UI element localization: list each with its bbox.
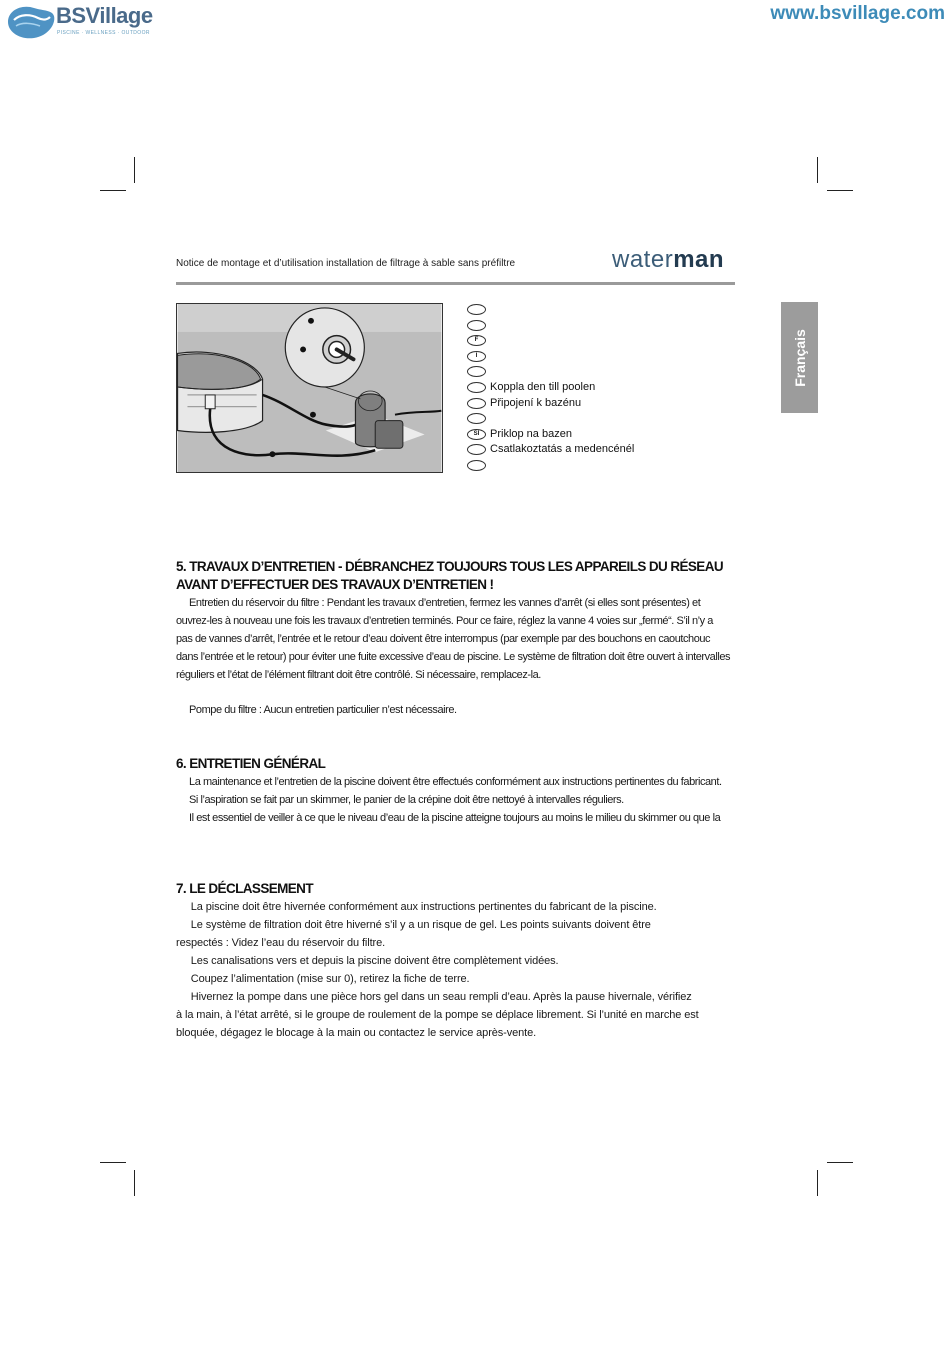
country-badge: [467, 304, 486, 315]
section-7-paragraph-line: Hivernez la pompe dans une pièce hors gel dans un seau rempli d’eau. Après la pause hivernale, vérifiez: [176, 991, 692, 1003]
waterman-brand-logo: [612, 246, 724, 274]
section-7-title: 7. LE DÉCLASSEMENT: [176, 881, 313, 896]
legend-row: [467, 302, 727, 318]
legend-row: [467, 349, 727, 365]
site-url-link[interactable]: www.bsvillage.com: [770, 3, 945, 24]
country-badge: F: [467, 335, 486, 346]
country-badge: [467, 320, 486, 331]
pool-connection-illustration: [176, 303, 443, 473]
section-7-paragraph-line: Coupez l’alimentation (mise sur 0), retirez la fiche de terre.: [176, 973, 470, 985]
crop-mark: [827, 1162, 853, 1163]
section-6-paragraph-line: La maintenance et l’entretien de la piscine doivent être effectués conformément aux instructions pertinentes du fabricant.: [176, 776, 722, 788]
section-5-title-line-1: 5. TRAVAUX D’ENTRETIEN - DÉBRANCHEZ TOUJOURS TOUS LES APPAREILS DU RÉSEAU: [176, 559, 724, 574]
country-badge: SI: [467, 429, 486, 440]
section-5-paragraph-line: Entretien du réservoir du filtre : Pendant les travaux d’entretien, fermez les vannes d’arrêt (si elles sont présentes) et: [176, 597, 701, 609]
section-5-paragraph-line: dans l’entrée et le retour) pour éviter une fuite excessive d’eau de piscine. Le système de filtration doit être ouvert à intervalles: [176, 651, 731, 663]
logo-tagline: PISCINE · WELLNESS · OUTDOOR: [57, 30, 150, 36]
legend-row: [467, 380, 727, 396]
country-badge: I: [467, 351, 486, 362]
crop-mark: [134, 1170, 135, 1196]
brand-bold: man: [673, 246, 725, 273]
section-5-paragraph-line: réguliers et l’état de l’élément filtrant doit être contrôlé. Si nécessaire, remplacez-la.: [176, 669, 541, 681]
section-6-title: 6. ENTRETIEN GÉNÉRAL: [176, 756, 326, 771]
section-7-paragraph-line: respectés : Videz l’eau du réservoir du filtre.: [176, 937, 386, 949]
legend-row: [467, 458, 727, 474]
legend-row: [467, 396, 727, 412]
crop-mark: [827, 190, 853, 191]
brand-light: water: [612, 246, 674, 273]
legend-row: [467, 333, 727, 349]
section-7-paragraph-line: bloquée, dégagez le blocage à la main ou contactez le service après-vente.: [176, 1027, 537, 1039]
legend-row: [467, 318, 727, 334]
legend-row: [467, 442, 727, 458]
country-badge: [467, 366, 486, 377]
legend-text: Koppla den till poolen: [490, 380, 596, 393]
section-5-pump-line: Pompe du filtre : Aucun entretien particulier n’est nécessaire.: [176, 704, 457, 716]
language-legend: [467, 302, 727, 474]
crop-mark: [817, 1170, 818, 1196]
legend-text: Csatlakoztatás a medencénél: [490, 443, 635, 456]
country-badge: [467, 398, 486, 409]
header-rule: [176, 282, 735, 285]
legend-row: [467, 364, 727, 380]
section-5-title-line-2: AVANT D’EFFECTUER DES TRAVAUX D’ENTRETIEN !: [176, 577, 494, 592]
section-5-paragraph-line: ouvrez-les à nouveau une fois les travaux d’entretien terminés. Pour ce faire, réglez la vanne 4 voies sur „fermé“. S’il n’y a: [176, 615, 713, 627]
section-6-paragraph-line: Il est essentiel de veiller à ce que le niveau d’eau de la piscine atteigne toujours au moins le milieu du skimmer ou que la: [176, 812, 721, 824]
section-7-paragraph-line: Les canalisations vers et depuis la piscine doivent être complètement vidées.: [176, 955, 559, 967]
legend-text: Připojení k bazénu: [490, 396, 582, 409]
crop-mark: [817, 157, 818, 183]
country-badge: [467, 382, 486, 393]
country-badge: [467, 460, 486, 471]
section-5-paragraph-line: pas de vannes d’arrêt, l’entrée et le retour d’eau doivent être interrompus (par exemple par des bouchons en caoutchouc: [176, 633, 711, 645]
crop-mark: [100, 1162, 126, 1163]
country-badge: [467, 413, 486, 424]
crop-mark: [100, 190, 126, 191]
legend-row: [467, 427, 727, 443]
section-7-paragraph-line: La piscine doit être hivernée conformément aux instructions pertinentes du fabricant de la piscine.: [176, 901, 657, 913]
section-6-paragraph-line: Si l’aspiration se fait par un skimmer, le panier de la crépine doit être nettoyé à intervalles réguliers.: [176, 794, 624, 806]
section-7-paragraph-line: Le système de filtration doit être hiverné s’il y a un risque de gel. Les points suivants doivent être: [176, 919, 651, 931]
legend-text: Priklop na bazen: [490, 427, 572, 440]
legend-row: [467, 411, 727, 427]
crop-mark: [134, 157, 135, 183]
country-badge: [467, 444, 486, 455]
language-tab[interactable]: [781, 302, 818, 413]
logo-text: BSVillage: [56, 3, 153, 28]
document-title: Notice de montage et d’utilisation installation de filtrage à sable sans préfiltre: [176, 258, 516, 269]
language-tab-label: Français: [791, 328, 808, 387]
section-7-paragraph-line: à la main, à l’état arrêté, si le groupe de roulement de la pompe se déplace librement. Si l’unité en marche est: [176, 1009, 699, 1021]
